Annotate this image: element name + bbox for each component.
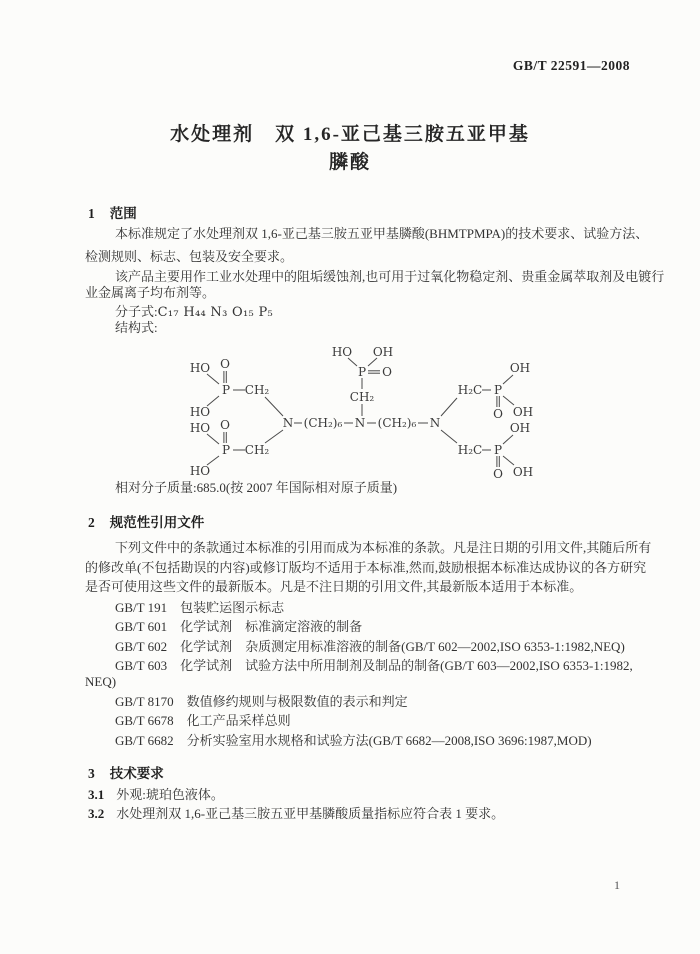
section-3-heading [88,762,164,782]
reference-line-wrap: NEQ) [85,674,117,689]
structure-label: 结构式: [115,320,158,335]
atom-label: O [493,467,503,481]
atom-label: P [221,383,231,397]
phosphonate-group-left-bottom [190,418,283,478]
atom-label: CH₂ [244,443,270,457]
atom-label: HO [189,464,211,478]
atom-label: H₂C [457,443,483,457]
atom-label: OH [372,345,394,359]
section-2-heading [88,511,204,531]
clause-number: 3.2 [88,806,105,821]
document-title-line1: 水处理剂 双 1,6-亚己基三胺五亚甲基 [170,124,530,145]
document-title-line2: 膦酸 [328,152,371,173]
atom-label: CH₂ [244,383,270,397]
body-line: 检测规则、标志、包装及安全要求。 [85,249,294,264]
reference-line: GB/T 602 化学试剂 杂质测定用标准溶液的制备(GB/T 602—2002,ISO 6353-1:1982,NEQ) [115,639,625,654]
phosphonate-group-center [332,345,393,416]
section-number: 2 [88,515,95,530]
reference-line: GB/T 603 化学试剂 试验方法中所用制剂及制品的制备(GB/T 603—2002,ISO 6353-1:1982, [115,658,633,673]
atom-label: OH [509,421,531,435]
atom-label: N [429,416,441,430]
clause-number: 3.1 [88,787,105,802]
chain-label: (CH₂)₆ [303,416,343,430]
clause-3-1 [88,788,224,803]
atom-label: OH [509,361,531,375]
section-title: 范围 [109,206,137,221]
formula-label: 分子式: [115,304,158,319]
atom-label: P [493,383,503,397]
atom-label: CH₂ [349,390,375,404]
atom-label: O [220,357,230,371]
section-title: 技术要求 [109,766,164,781]
clause-3-2 [88,807,504,822]
backbone-chain [283,416,441,430]
body-line: 下列文件中的条款通过本标准的引用而成为本标准的条款。凡是注日期的引用文件,其随后所有 [115,540,652,555]
section-number: 1 [88,206,95,221]
reference-line: GB/T 6682 分析实验室用水规格和试验方法(GB/T 6682—2008,ISO 3696:1987,MOD) [115,733,592,748]
body-line: 业金属离子均布剂等。 [85,285,216,300]
section-number: 3 [88,766,95,781]
structure-diagram [180,338,560,488]
molecular-formula-line [115,305,273,321]
molecular-formula: C₁₇ H₄₄ N₃ O₁₅ P₅ [157,305,274,320]
reference-line: GB/T 601 化学试剂 标准滴定溶液的制备 [115,619,363,634]
atom-label: O [382,365,392,379]
clause-text: 外观:琥珀色液体。 [116,787,224,802]
standard-code: GB/T 22591—2008 [512,58,630,73]
phosphonate-group-left-top [190,357,283,419]
body-line: 的修改单(不包括勘误的内容)或修订版均不适用于本标准,然而,鼓励根据本标准达成协议的各方研究 [85,560,647,575]
atom-label: HO [189,361,211,375]
atom-label: O [493,407,503,421]
atom-label: N [282,416,294,430]
body-line: 是否可使用这些文件的最新版本。凡是不注日期的引用文件,其最新版本适用于本标准。 [85,579,583,594]
page-number: 1 [614,878,620,892]
reference-line: GB/T 8170 数值修约规则与极限数值的表示和判定 [115,694,408,709]
atom-label: HO [331,345,353,359]
reference-line: GB/T 6678 化工产品采样总则 [115,713,291,728]
atom-label: N [354,416,366,430]
atom-label: H₂C [457,383,483,397]
atom-label: P [221,443,231,457]
atom-label: HO [189,421,211,435]
atom-label: OH [512,465,534,479]
body-line: 本标准规定了水处理剂双 1,6-亚己基三胺五亚甲基膦酸(BHMTPMPA)的技术要求、试验方法、 [115,226,649,241]
atom-label: P [493,443,503,457]
reference-line: GB/T 191 包装贮运图示标志 [115,600,285,615]
section-1-heading [88,202,137,222]
atom-label: P [357,365,367,379]
atom-label: HO [189,405,211,419]
body-line: 该产品主要用作工业水处理中的阻垢缓蚀剂,也可用于过氧化物稳定剂、贵重金属萃取剂及电镀行 [115,269,665,284]
clause-text: 水处理剂双 1,6-亚己基三胺五亚甲基膦酸质量指标应符合表 1 要求。 [116,806,505,821]
atom-label: O [220,418,230,432]
phosphonate-group-right-bottom [441,421,533,481]
chain-label: (CH₂)₆ [377,416,417,430]
section-title: 规范性引用文件 [109,515,205,530]
atom-label: OH [512,405,534,419]
molar-mass-line: 相对分子质量:685.0(按 2007 年国际相对原子质量) [115,480,398,495]
phosphonate-group-right-top [441,361,533,421]
